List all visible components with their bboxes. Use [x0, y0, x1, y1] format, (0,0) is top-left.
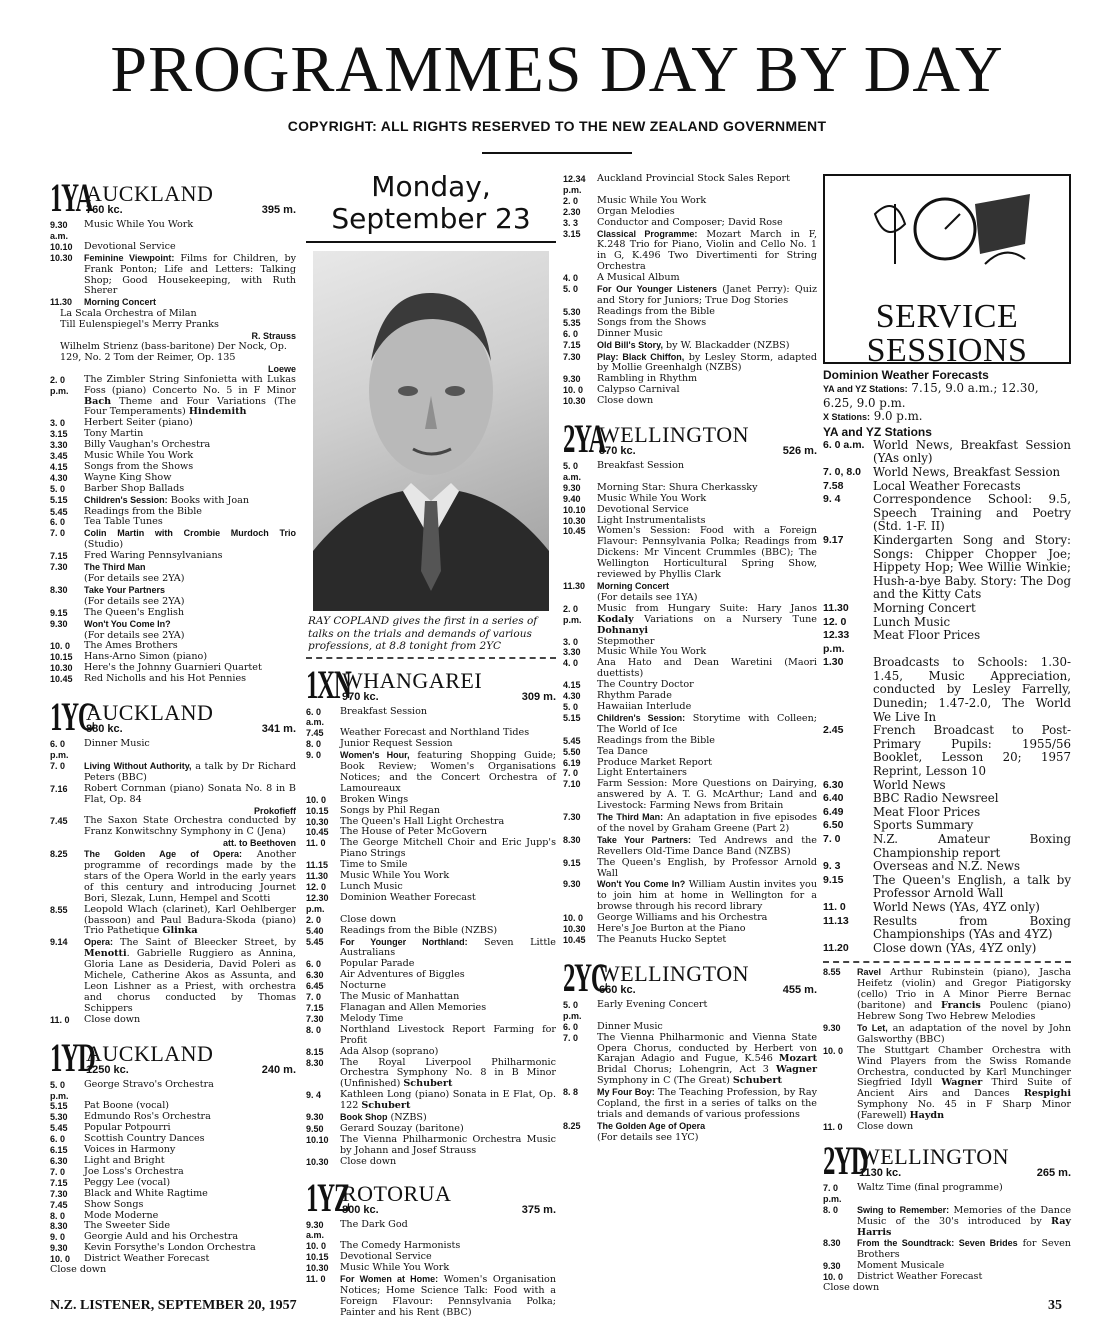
photo-caption: RAY COPLAND gives the first in a series of talks on the trials and demands of various professions, at 8.8 tonight from 2YC	[306, 611, 556, 659]
station-header-2yc: 2YC WELLINGTON 660 kc. 455 m.	[563, 954, 817, 1000]
station-header-2yd: 2YD WELLINGTON 1130 kc. 265 m.	[823, 1137, 1071, 1183]
service-sessions-banner	[823, 174, 1071, 369]
radio-microphone-icon	[865, 184, 1035, 294]
column-2	[306, 171, 556, 1319]
schedule-2ya: 5. 0 a.m. Breakfast Session 9.30 Morning Star: Shura Cherkassky 9.40 Music While You Work 10.10 Devotional Service 10.30 Light Instrumentalists 10.45 Women's Session: Food with a Foreign Flavour: Pennsylvania Polka; Readings from Dickens: Mr Vincent Crummles (BBC); The Wellington Horticultural Spring Show, reviewed by Phyllis Clark 11.30 Morning Concert (For details see 1YA) 2. 0 p.m. Music from Hungary Suite: Hary Janos Kodaly Variations on a Nursery Tune Dohnanyi 3. 0 Stepmother 3.30 Music While You Work 4. 0 Ana Hato and Dean Waretini (Maori duettists) 4.15 The Country Doctor 4.30 Rhythm Parade 5. 0 Hawaiian Interlude 5.15 Children's Session: Storytime with Colleen; The World of Ice 5.45 Readings from the Bible 5.50 Tea Dance 6.19 Produce Market Report 7. 0 Light Entertainers 7.10 Farm Session: More Questions on Dairying, answered by A. T. G. McArthur; Land and Livestock: Farming News from Britain 7.30 The Third Man: An adaptation in five episodes of the novel by Graham Greene (Part 2) 8.30 Take Your Partners: Ted Andrews and the Revellers Old-Time Dance Band (NZBS) 9.15 The Queen's English, by Professor Arnold Wall 9.30 Won't You Come In? William Austin invites you to join him at home in Wellington for a browse through his record library 10. 0 George Williams and his Orchestra 10.30 Here's Joe Burton at the Piano 10.45 The Peanuts Hucko Septet	[563, 460, 817, 945]
station-header-1ya: 1YA AUCKLAND 760 kc. 395 m.	[50, 175, 296, 220]
schedule-2yc: 5. 0 p.m. Early Evening Concert 6. 0 Dinner Music 7. 0 The Vienna Philharmonic and Vienna State Opera Chorus, conducted by Herbert von Karajan Adagio and Fugue, K.546 Mozart Bridal Chorus; Lohengrin, Act 3 Wagner Symphony in C (The Great) Schubert 8. 8 My Four Boy: The Teaching Profession, by Ray Copland, the first in a series of talks on the trials and demands of various professions 8.25 The Golden Age of Opera (For details see 1YC)	[563, 998, 818, 1143]
column-3	[563, 174, 817, 1144]
schedule-1xn: 6. 0 a.m. Breakfast Session 7.45 Weather Forecast and Northland Tides 8. 0 Junior Request Session 9. 0 Women's Hour, featuring Shopping Guide; Book Review; Women's Organisations Notices; and the Concert Orchestra of Lamoureaux 10. 0 Broken Wings 10.15 Songs by Phil Regan 10.30 The Queen's Hall Light Orchestra 10.45 The House of Peter McGovern 11. 0 The George Mitchell Choir and Eric Jupp's Piano Strings 11.15 Time to Smile 11.30 Music While You Work 12. 0 Lunch Music 12.30 p.m. Dominion Weather Forecast 2. 0 Close down 5.40 Readings from the Bible (NZBS) 5.45 For Younger Northland: Seven Little Australians 6. 0 Popular Parade 6.30 Air Adventures of Biggles 6.45 Nocturne 7. 0 The Music of Manhattan 7.15 Flanagan and Allen Memories 7.30 Melody Time 8. 0 Northland Livestock Report Farming for Profit 8.15 Ada Alsop (soprano) 8.30 The Royal Liverpool Philharmonic Orchestra Symphony No. 8 in B Minor (Unfinished) Schubert 9. 4 Kathleen Long (piano) Sonata in E Flat, Op. 122 Schubert 9.30 Book Shop (NZBS) 9.50 Gerard Souzay (baritone) 10.10 The Vienna Philharmonic Orchestra Music by Johann and Josef Strauss 10.30 Close down	[306, 705, 556, 1167]
service-sessions-title: SERVICE SESSIONS	[866, 298, 1028, 369]
station-header-1xn: 1XN WHANGAREI 970 kc. 309 m.	[306, 661, 556, 707]
column-1	[50, 174, 296, 1276]
divider	[482, 152, 632, 154]
station-header-1yc: 1YC AUCKLAND 880 kc. 341 m.	[50, 694, 296, 740]
page-title: PROGRAMMES DAY BY DAY	[110, 33, 1004, 106]
station-header-2ya: 2YA WELLINGTON 570 kc. 526 m.	[563, 416, 817, 462]
copyright-notice: COPYRIGHT: ALL RIGHTS RESERVED TO THE NEW ZEALAND GOVERNMENT	[287, 118, 827, 134]
schedule-2yd: 7. 0 p.m. Waltz Time (final programme) 8. 0 Swing to Remember: Memories of the Dance Music of the 30's introduced by Ray Harris 8.30 From the Soundtrack: Seven Brides for Seven Brothers 9.30 Moment Musicale 10. 0 District Weather Forecast Close down	[823, 1181, 1071, 1294]
schedule-1yd: 5. 0 p.m. George Stravo's Orchestra 5.15 Pat Boone (vocal) 5.30 Edmundo Ros's Orchestra 5.45 Popular Potpourri 6. 0 Scottish Country Dances 6.15 Voices in Harmony 6.30 Light and Bright 7. 0 Joe Loss's Orchestra 7.15 Peggy Lee (vocal) 7.30 Black and White Ragtime 7.45 Show Songs 8. 0 Mode Moderne 8.30 The Sweeter Side 9. 0 Georgie Auld and his Orchestra 9.30 Kevin Forsythe's London Orchestra 10. 0 District Weather Forecast Close down	[50, 1078, 256, 1276]
schedule-2yc-continued: 12.34 p.m. Auckland Provincial Stock Sales Report 2. 0 Music While You Work 2.30 Organ Melodies 3. 3 Conductor and Composer; David Rose 3.15 Classical Programme: Mozart March in F, K.248 Trio for Piano, Violin and Cello No. 1 in G, K.496 Two Divertimenti for String Orchestra 4. 0 A Musical Album 5. 0 For Our Younger Listeners (Janet Perry): Quiz and Story for Juniors; True Dog Stories 5.30 Readings from the Bible 5.35 Songs from the Shows 6. 0 Dinner Music 7.15 Old Bill's Story, by W. Blackadder (NZBS) 7.30 Play: Black Chiffon, by Lesley Storm, adapted by Mollie Greenhalgh (NZBS) 9.30 Rambling in Rhythm 10. 0 Calypso Carnival 10.30 Close down	[563, 173, 818, 407]
service-sessions-list: Dominion Weather Forecasts YA and YZ Stations: 7.15, 9.0 a.m.; 12.30, 6.25, 9.0 p.m. X Stations: 9.0 p.m. YA and YZ Stations 6. 0 a.m. World News, Breakfast Session (YAs only) 7. 0, 8.0 World News, Breakfast Session 7.58 Local Weather Forecasts 9. 4 Correspondence School: 9.5, Speech Training and Poetry (Std. 1-F. II) 9.17 Kindergarten Song and Story: Songs: Chipper Chopper Joe; Hippety Hop; Wee Willie Winkie; Hush-a-bye Baby. Story: The Dog and the Kitty Cats 11.30 Morning Concert 12. 0 Lunch Music 12.33 p.m. Meat Floor Prices 1.30 Broadcasts to Schools: 1.30-1.45, Music Appreciation, conducted by Lesley Farrelly, Dunedin; 1.47-2.0, The World We Live In 2.45 French Broadcast to Post-Primary Pupils: 1955/56 Booklet, Lesson 20; 1957 Reprint, Lesson 10 6.30 World News 6.40 BBC Radio Newsreel 6.49 Meat Floor Prices 6.50 Sports Summary 7. 0 N.Z. Amateur Boxing Championship report 9. 3 Overseas and N.Z. News 9.15 The Queen's English, a talk by Professor Arnold Wall 11. 0 World News (YAs, 4YZ only) 11.13 Results from Boxing Championships (YAs and 4YZ) 11.20 Close down (YAs, 4YZ only)	[823, 368, 1071, 955]
page-number: 35	[1048, 1298, 1062, 1313]
day-heading: Monday, September 23	[306, 171, 556, 243]
portrait-photo	[313, 251, 549, 611]
column-4	[823, 174, 1071, 1294]
schedule-1yz: 9.30 a.m. The Dark God 10. 0 The Comedy Harmonists 10.15 Devotional Service 10.30 Music While You Work 11. 0 For Women at Home: Women's Organisation Notices; Home Science Talk: Food with a Foreign Flavour: Pennsylvania Polka; Painter and his Rent (BBC)	[306, 1218, 556, 1318]
schedule-2yc-late: 8.55 Ravel Arthur Rubinstein (piano), Jascha Heifetz (violin) and Gregor Piatigorsky (cello) Trio in A Minor Pierre Bernac (baritone) and Francis Poulenc (piano) Hebrew Song Two Hebrew Melodies 9.30 To Let, an adaptation of the novel by John Galsworthy (BBC) 10. 0 The Stuttgart Chamber Orchestra with Wind Players from the Swiss Romande Orchestra, conducted by Karl Munchinger Siegfried Idyll Wagner Third Suite of Ancient Airs and Dances Respighi Symphony No. 45 in F Sharp Minor (Farewell) Haydn 11. 0 Close down	[823, 967, 1072, 1133]
station-header-1yd: 1YD AUCKLAND 1250 kc. 240 m.	[50, 1034, 296, 1080]
station-header-1yz: 1YZ ROTORUA 800 kc. 375 m.	[306, 1174, 556, 1220]
footer-publication: N.Z. LISTENER, SEPTEMBER 20, 1957	[50, 1298, 297, 1313]
schedule-1yc: 6. 0 p.m. Dinner Music 7. 0 Living Without Authority, a talk by Dr Richard Peters (BBC) 7.16 Robert Cornman (piano) Sonata No. 8 in B Flat, Op. 84 Prokofieff 7.45 The Saxon State Orchestra conducted by Franz Konwitschny Symphony in C (Jena) att. to Beethoven 8.25 The Golden Age of Opera: Another programme of recordings made by the stars of the Opera World in the early years of this century and introducing Journet Bori, Slezak, Lunn, Hempel and Scotti 8.55 Leopold Wlach (clarinet), Karl Oehlberger (bassoon) and Paul Badura-Skoda (piano) Trio Pathetique Glinka 9.14 Opera: The Saint of Bleecker Street, by Menotti. Gabrielle Ruggiero as Annina, Gloria Lane as Desideria, David Poleri as Michele, Catherine Akos as Assunta, and Leon Lishner as a Priest, with orchestra and chorus conducted by Thomas Schippers 11. 0 Close down	[50, 738, 296, 1025]
schedule-1ya: 9.30 a.m. Music While You Work 10.10 Devotional Service 10.30 Feminine Viewpoint: Films for Children, by Frank Ponton; Life and Letters: Talking Shop; Good Housekeeping, with Ruth Sherer 11.30 Morning Concert La Scala Orchestra of Milan Till Eulenspiegel's Merry Pranks R. Strauss Wilhelm Strienz (bass-baritone) Der Nock, Op. 129, No. 2 Tom der Reimer, Op. 135 Loewe 2. 0 p.m. The Zimbler String Sinfonietta with Lukas Foss (piano) Concerto No. 5 in F Minor Bach Theme and Four Variations (The Four Temperaments) Hindemith 3. 0 Herbert Seiter (piano) 3.15 Tony Martin 3.30 Billy Vaughan's Orchestra 3.45 Music While You Work 4.15 Songs from the Shows 4.30 Wayne King Show 5. 0 Barber Shop Ballads 5.15 Children's Session: Books with Joan 5.45 Readings from the Bible 6. 0 Tea Table Tunes 7. 0 Colin Martin with Crombie Murdoch Trio (Studio) 7.15 Fred Waring Pennsylvanians 7.30 The Third Man (For details see 2YA) 8.30 Take Your Partners (For details see 2YA) 9.15 The Queen's English 9.30 Won't You Come In? (For details see 2YA) 10. 0 The Ames Brothers 10.15 Hans-Arno Simon (piano) 10.30 Here's the Johnny Guarnieri Quartet 10.45 Red Nicholls and his Hot Pennies	[50, 219, 297, 685]
